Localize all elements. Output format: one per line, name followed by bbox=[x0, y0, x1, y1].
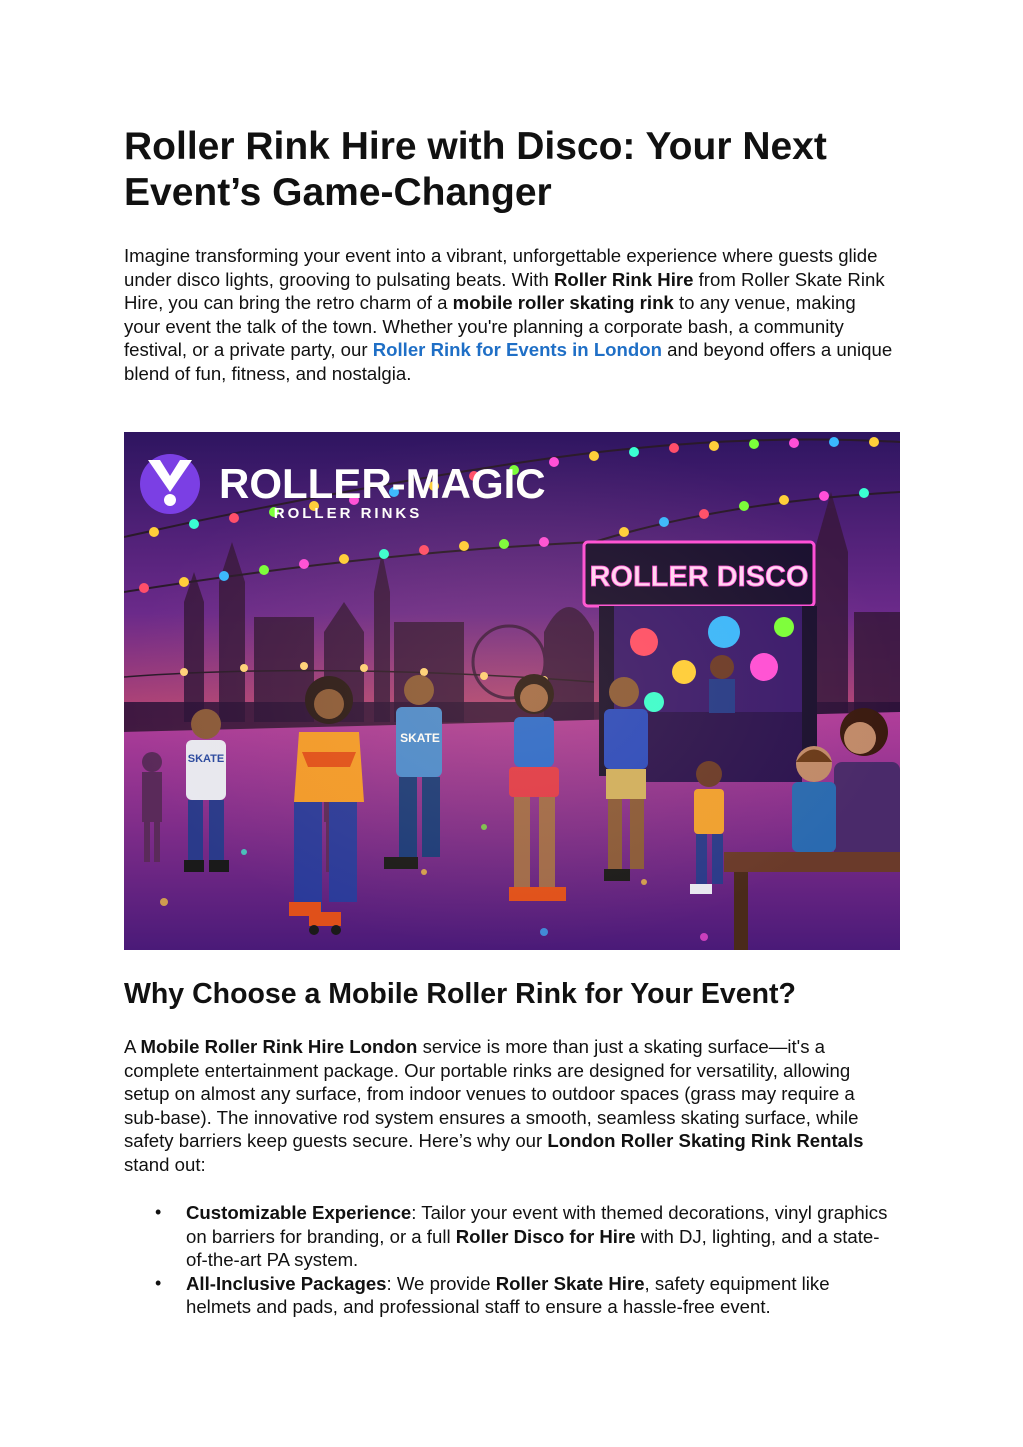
intro-text-1: Imagine transforming your event into a vibrant, unforgettable experience where guests glide under disco lights, grooving to pulsating beats. With bbox=[124, 245, 878, 290]
why-bold-1: Mobile Roller Rink Hire London bbox=[140, 1036, 418, 1057]
brand-subtitle: ROLLER RINKS bbox=[273, 505, 423, 522]
page-title: Roller Rink Hire with Disco: Your Next Event’s Game-Changer bbox=[124, 125, 827, 214]
why-paragraph bbox=[124, 1035, 894, 1177]
roller-rink-events-link[interactable]: Roller Rink for Events in London bbox=[372, 339, 662, 361]
list-item-title: All-Inclusive Packages bbox=[186, 1272, 387, 1294]
list-item bbox=[124, 1201, 892, 1272]
intro-text-4: and beyond offers a unique blend of fun, fitness, and nostalgia. bbox=[124, 339, 893, 384]
intro-text-2: from Roller Skate Rink Hire, you can bring the retro charm of a bbox=[124, 268, 885, 314]
list-item-text: : We provide bbox=[386, 1272, 496, 1294]
brand-title: ROLLER-MAGIC bbox=[219, 460, 546, 507]
why-text-2: service is more than just a skating surface—it's a complete entertainment package. Our portable rinks are designed for versatility, allowing setup on almost any surface, from indoor venues to outdoor spaces (grass may require a sub-base). The innovative rod system ensures a smooth, seamless skating surface, while safety barriers keep guests secure. Here’s why our bbox=[124, 1036, 859, 1152]
skater-1-shirt: SKATE bbox=[187, 753, 225, 765]
skater-3-shirt: SKATE bbox=[400, 731, 440, 745]
booth-sign: ROLLER DISCO bbox=[589, 561, 809, 593]
bullet-icon: • bbox=[155, 1202, 162, 1222]
list-item-bold: Roller Disco for Hire bbox=[455, 1225, 636, 1247]
why-text-3: stand out: bbox=[124, 1153, 206, 1175]
roller-disco-illustration bbox=[124, 432, 900, 950]
list-item-title: Customizable Experience bbox=[186, 1202, 412, 1223]
bullet-icon: • bbox=[155, 1272, 162, 1293]
intro-bold-1: Roller Rink Hire bbox=[553, 268, 694, 290]
intro-paragraph bbox=[124, 244, 894, 386]
why-text-1: A bbox=[124, 1036, 141, 1057]
list-item-text: : Tailor your event with themed decorations, vinyl graphics on barriers for branding, or a full bbox=[186, 1202, 888, 1247]
hero-image bbox=[124, 432, 900, 950]
benefits-list bbox=[124, 1201, 900, 1319]
list-item bbox=[124, 1272, 892, 1319]
intro-bold-2: mobile roller skating rink bbox=[452, 292, 674, 314]
why-bold-2: London Roller Skating Rink Rentals bbox=[547, 1130, 864, 1152]
intro-text-3: to any venue, making your event the talk of the town. Whether you're planning a corporate bash, a community festival, or a private party, our bbox=[124, 292, 856, 361]
list-item-text: , safety equipment like helmets and pads, and professional staff to ensure a hassle-free event. bbox=[186, 1272, 830, 1318]
list-item-bold: Roller Skate Hire bbox=[495, 1272, 645, 1294]
section-heading: Why Choose a Mobile Roller Rink for Your Event? bbox=[124, 978, 796, 1010]
list-item-text: with DJ, lighting, and a state-of-the-art PA system. bbox=[186, 1225, 880, 1271]
